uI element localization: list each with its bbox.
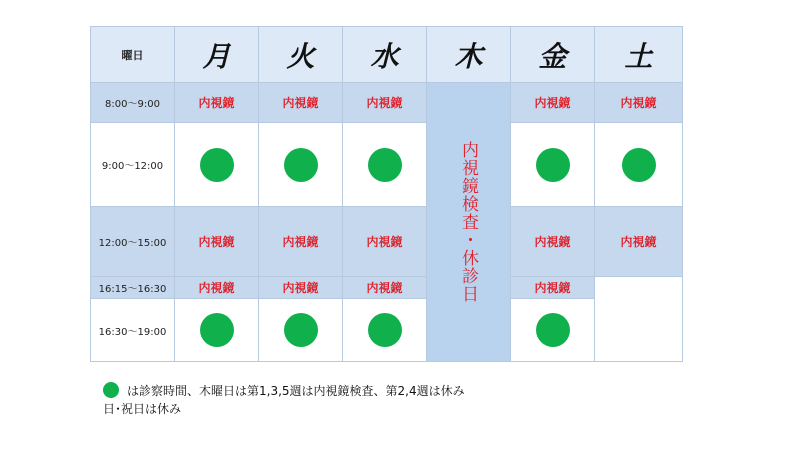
header-day-tue [259,27,343,83]
legend-row-hours [103,381,465,399]
day-label-mon: 月 [202,39,231,73]
endoscopy-label: 内視鏡 [282,281,319,295]
endoscopy-label: 内視鏡 [198,96,235,110]
endoscopy-label: 内視鏡 [534,96,571,110]
endoscopy-label: 内視鏡 [282,235,319,249]
day-label-sat: 土 [624,39,653,73]
time-cell [91,207,175,277]
endoscopy-label: 内視鏡 [282,96,319,110]
endoscopy-label: 内視鏡 [198,281,235,295]
schedule-cell-fri [511,207,595,277]
endoscopy-label: 内視鏡 [534,235,571,249]
header-day-mon [175,27,259,83]
schedule-cell-wed [343,277,427,299]
consultation-dot-icon [200,313,234,347]
schedule-cell-wed [343,207,427,277]
endoscopy-label: 内視鏡 [534,281,571,295]
header-day-fri [511,27,595,83]
schedule-cell-fri [511,277,595,299]
endoscopy-label: 内視鏡 [198,235,235,249]
consultation-dot-icon [536,148,570,182]
schedule-cell-mon [175,277,259,299]
time-label: 9:00～12:00 [101,161,164,172]
consultation-dot-icon [284,313,318,347]
schedule-cell-sat [595,207,683,277]
schedule-cell-tue [259,277,343,299]
schedule-cell-mon [175,207,259,277]
time-label: 16:15～16:30 [98,284,167,295]
legend-row-holidays [103,399,465,417]
schedule-cell-wed [343,123,427,207]
day-label-wed: 水 [370,39,399,73]
header-day-thu [427,27,511,83]
clinic-schedule-table [90,26,683,362]
time-label: 16:30～19:00 [98,326,167,338]
green-dot-icon [103,382,119,398]
schedule-cell-sat [595,123,683,207]
legend [103,381,465,417]
time-label: 8:00～9:00 [105,99,160,110]
time-cell [91,83,175,123]
header-label: 曜日 [121,48,144,62]
thursday-note: 内視鏡検査・休診日 [458,141,478,303]
time-label: 12:00～15:00 [98,238,167,249]
header-day-sat [595,27,683,83]
consultation-dot-icon [200,148,234,182]
day-label-tue: 火 [286,39,315,73]
thursday-merged-cell [427,83,511,362]
saturday-closed-cell [595,277,683,362]
consultation-dot-icon [536,313,570,347]
time-cell [91,123,175,207]
legend-hours-text: は診察時間、木曜日は第1,3,5週は内視鏡検査、第2,4週は休み [127,383,465,398]
endoscopy-label: 内視鏡 [366,96,403,110]
legend-holiday-text: 日･祝日は休み [103,401,182,416]
schedule-cell-mon [175,83,259,123]
header-label-cell [91,27,175,83]
endoscopy-label: 内視鏡 [366,235,403,249]
consultation-dot-icon [368,148,402,182]
schedule-cell-wed [343,83,427,123]
schedule-cell-tue [259,123,343,207]
endoscopy-label: 内視鏡 [620,235,657,249]
endoscopy-label: 内視鏡 [620,96,657,110]
schedule-cell-fri [511,123,595,207]
time-cell [91,277,175,299]
schedule-cell-tue [259,83,343,123]
endoscopy-label: 内視鏡 [366,281,403,295]
time-cell [91,299,175,362]
schedule-cell-tue [259,299,343,362]
day-label-fri: 金 [538,39,567,73]
header-day-wed [343,27,427,83]
schedule-cell-tue [259,207,343,277]
schedule-cell-fri [511,83,595,123]
day-label-thu: 木 [454,39,483,73]
schedule-cell-mon [175,299,259,362]
consultation-dot-icon [622,148,656,182]
consultation-dot-icon [368,313,402,347]
consultation-dot-icon [284,148,318,182]
schedule-cell-fri [511,299,595,362]
schedule-cell-sat [595,83,683,123]
schedule-cell-wed [343,299,427,362]
schedule-cell-mon [175,123,259,207]
